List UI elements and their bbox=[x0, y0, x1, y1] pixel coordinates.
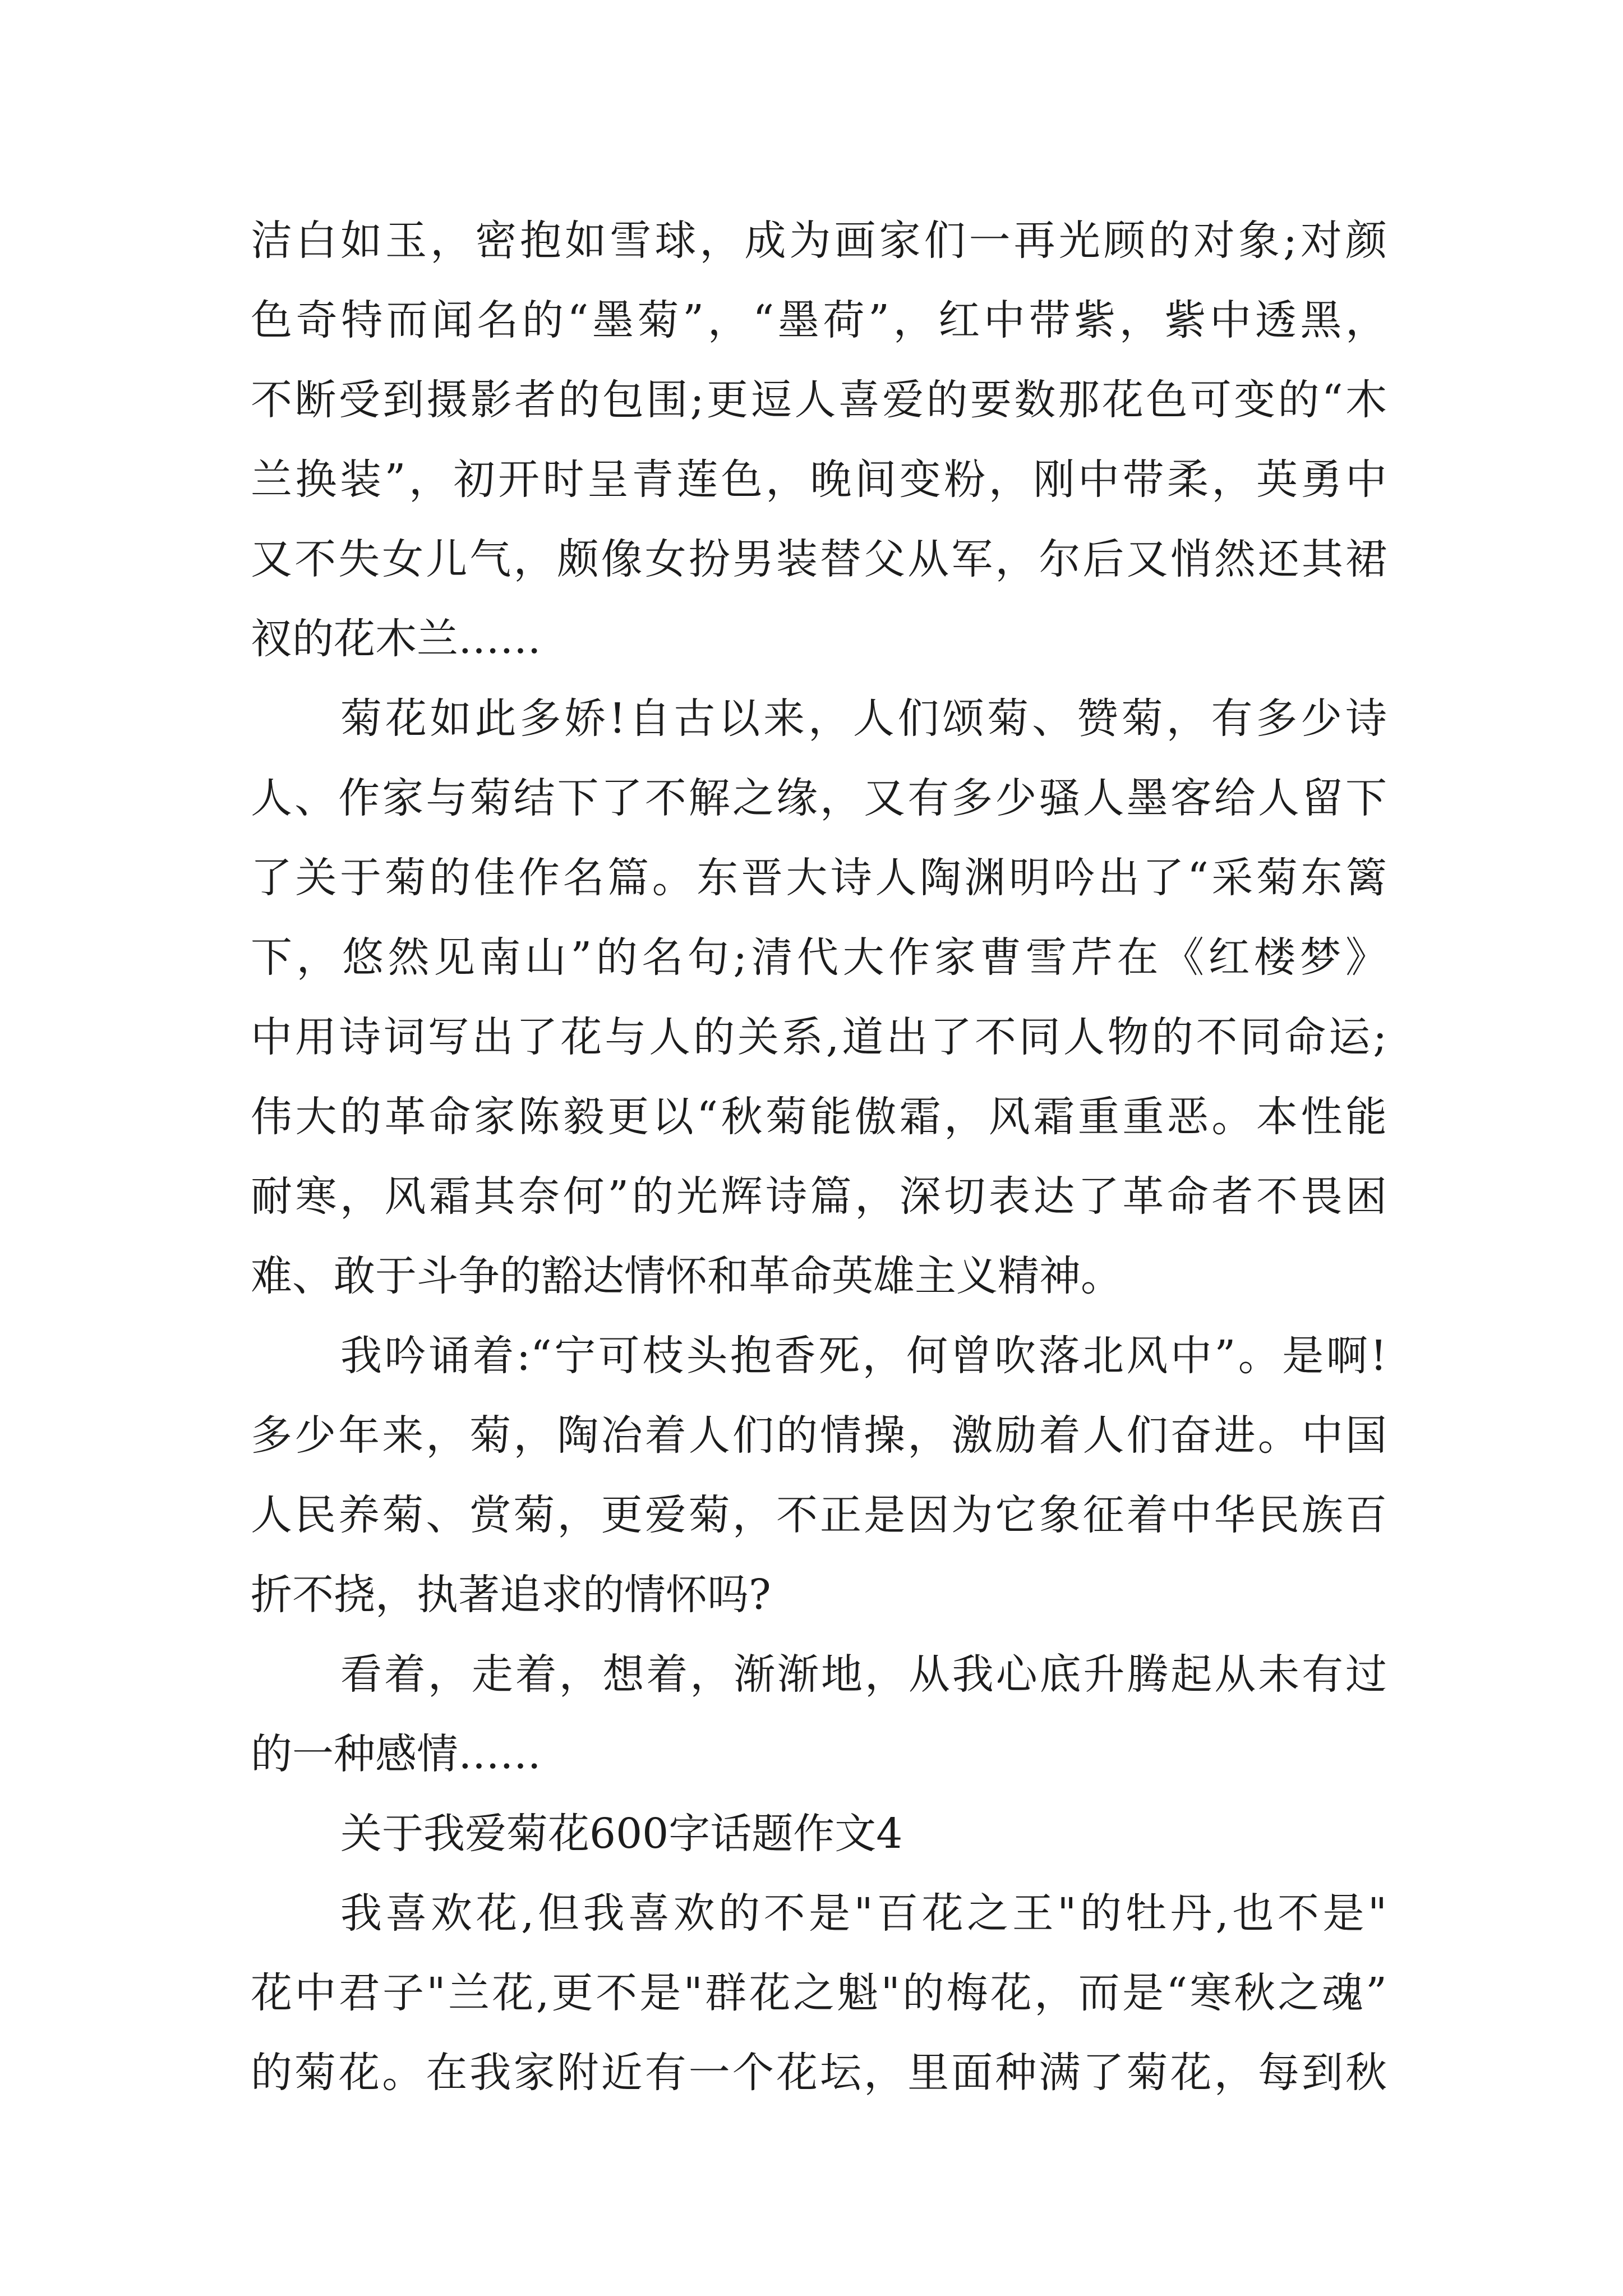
text-line: 看着，走着，想着，渐渐地，从我心底升腾起从未有过 bbox=[340, 1650, 1387, 1699]
text-line: 的菊花。在我家附近有一个花坛，里面种满了菊花，每到秋 bbox=[251, 2049, 1387, 2097]
document-page bbox=[251, 201, 1387, 2113]
text-line: 我吟诵着:“宁可枝头抱香死，何曾吹落北风中”。是啊! bbox=[340, 1332, 1387, 1380]
text-line: 菊花如此多娇!自古以来，人们颂菊、赞菊，有多少诗 bbox=[340, 694, 1387, 743]
text-line: 又不失女儿气，颇像女扮男装替父从军，尔后又悄然还其裙 bbox=[251, 535, 1387, 583]
text-line: 伟大的革命家陈毅更以“秋菊能傲霜，风霜重重恶。本性能 bbox=[251, 1093, 1387, 1141]
paragraph bbox=[251, 201, 1387, 679]
text-line: 下，悠然见南山”的名句;清代大作家曹雪芹在《红楼梦》 bbox=[251, 933, 1387, 982]
text-line: 人、作家与菊结下了不解之缘，又有多少骚人墨客给人留下 bbox=[251, 774, 1387, 822]
text-line: 花中君子"兰花,更不是"群花之魁"的梅花，而是“寒秋之魂” bbox=[251, 1969, 1387, 2017]
text-line: 耐寒，风霜其奈何”的光辉诗篇，深切表达了革命者不畏困 bbox=[251, 1172, 1387, 1221]
text-line: 我喜欢花,但我喜欢的不是"百花之王"的牡丹,也不是" bbox=[340, 1889, 1387, 1938]
paragraph bbox=[251, 1874, 1387, 2113]
text-line: 了关于菊的佳作名篇。东晋大诗人陶渊明吟出了“采菊东篱 bbox=[251, 854, 1387, 902]
paragraph bbox=[251, 679, 1387, 1316]
paragraph bbox=[251, 1316, 1387, 1635]
text-line: 折不挠，执著追求的情怀吗? bbox=[251, 1571, 771, 1619]
text-line: 兰换装”，初开时呈青莲色，晚间变粉，刚中带柔，英勇中 bbox=[251, 455, 1387, 504]
text-line: 人民养菊、赏菊，更爱菊，不正是因为它象征着中华民族百 bbox=[251, 1491, 1387, 1539]
section-heading: 关于我爱菊花600字话题作文4 bbox=[340, 1810, 903, 1858]
paragraph bbox=[251, 1635, 1387, 1794]
text-line: 洁白如玉，密抱如雪球，成为画家们一再光顾的对象;对颜 bbox=[251, 217, 1387, 265]
text-line: 难、敢于斗争的豁达情怀和革命英雄主义精神。 bbox=[251, 1252, 1122, 1300]
text-line: 的一种感情…… bbox=[251, 1730, 541, 1778]
text-line: 衩的花木兰…… bbox=[251, 615, 541, 663]
text-line: 中用诗词写出了花与人的关系,道出了不同人物的不同命运; bbox=[251, 1013, 1387, 1061]
text-line: 多少年来，菊，陶冶着人们的情操，激励着人们奋进。中国 bbox=[251, 1411, 1387, 1460]
text-line: 色奇特而闻名的“墨菊”，“墨荷”，红中带紫，紫中透黑， bbox=[251, 296, 1387, 344]
text-line: 不断受到摄影者的包围;更逗人喜爱的要数那花色可变的“木 bbox=[251, 376, 1387, 424]
